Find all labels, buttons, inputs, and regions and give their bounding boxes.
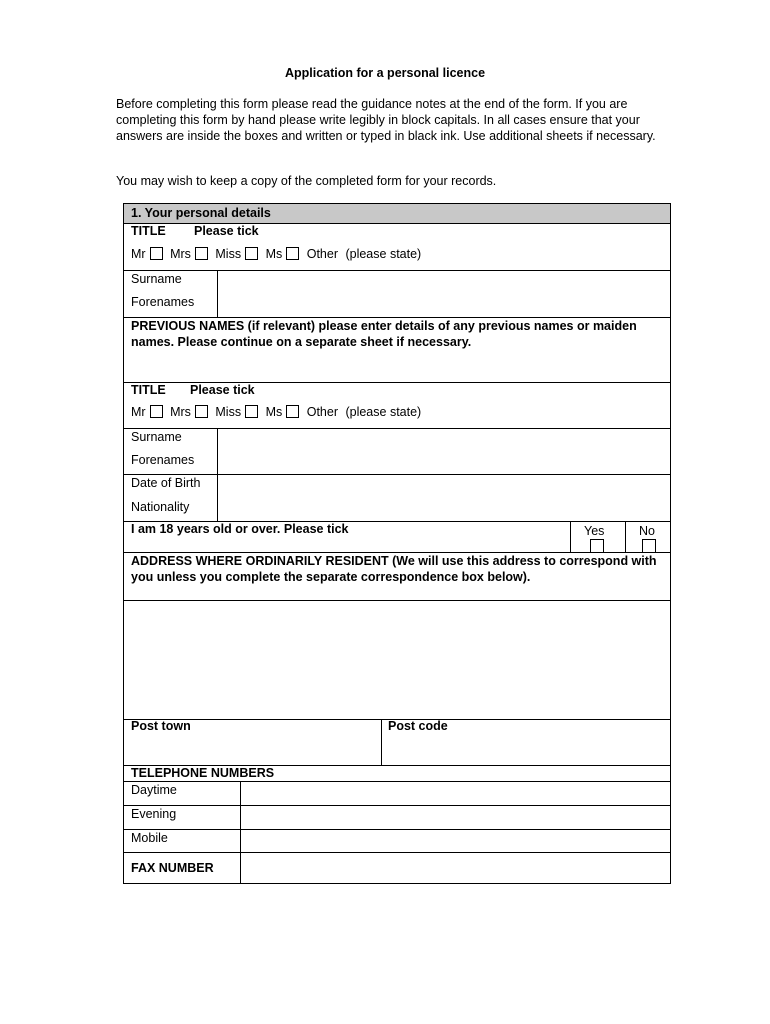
surname-label: Surname [131, 272, 182, 286]
title-option-mr: Mr [131, 405, 146, 419]
previous-title-options-row [131, 405, 421, 419]
address-heading: ADDRESS WHERE ORDINARILY RESIDENT (We will use this address to correspond with you unless you complete the separate correspondence box below). [131, 554, 657, 584]
please-tick-label: Please tick [194, 224, 259, 238]
title-option-mrs: Mrs [170, 247, 191, 261]
evening-label: Evening [131, 807, 177, 821]
yes-checkbox[interactable] [590, 539, 604, 553]
mrs-checkbox[interactable] [195, 247, 208, 260]
form-title: Application for a personal licence [284, 66, 486, 80]
please-state-label: (please state) [345, 247, 422, 261]
mr-checkbox[interactable] [150, 247, 163, 260]
address-input-area[interactable] [126, 601, 668, 718]
forenames-label: Forenames [131, 295, 195, 309]
previous-mrs-checkbox[interactable] [195, 405, 208, 418]
previous-forenames-label: Forenames [131, 453, 195, 467]
dob-nationality-input-area[interactable] [219, 475, 669, 520]
title-option-other: Other [306, 405, 338, 419]
previous-mr-checkbox[interactable] [150, 405, 163, 418]
post-code-label: Post code [388, 719, 448, 733]
title-option-ms: Ms [265, 405, 283, 419]
date-of-birth-label: Date of Birth [131, 476, 201, 490]
personal-details-form [123, 203, 671, 884]
mobile-phone-field[interactable] [242, 830, 670, 852]
title-option-other: Other [306, 247, 338, 261]
nationality-label: Nationality [131, 500, 190, 514]
previous-surname-label: Surname [131, 430, 182, 444]
title-option-ms: Ms [265, 247, 283, 261]
telephone-heading: TELEPHONE NUMBERS [131, 766, 275, 780]
age-question: I am 18 years old or over. Please tick [131, 522, 349, 536]
previous-names-instructions: PREVIOUS NAMES (if relevant) please enter details of any previous names or maiden names. Please continue on a separate sheet if necessary. [131, 319, 637, 349]
title-option-mr: Mr [131, 247, 146, 261]
title-option-miss: Miss [215, 405, 242, 419]
daytime-label: Daytime [131, 783, 177, 797]
fax-label: FAX NUMBER [131, 861, 214, 875]
miss-checkbox[interactable] [245, 247, 258, 260]
keep-copy-note: You may wish to keep a copy of the completed form for your records. [116, 174, 497, 188]
title-option-mrs: Mrs [170, 405, 191, 419]
previous-please-tick-label: Please tick [190, 383, 255, 397]
previous-title-label: TITLE [131, 383, 166, 397]
title-options-row [131, 247, 421, 261]
daytime-phone-field[interactable] [242, 782, 670, 804]
fax-number-field[interactable] [242, 853, 670, 883]
section-heading: 1. Your personal details [131, 206, 271, 220]
title-option-miss: Miss [215, 247, 242, 261]
previous-miss-checkbox[interactable] [245, 405, 258, 418]
no-checkbox[interactable] [642, 539, 656, 553]
previous-please-state-label: (please state) [345, 405, 422, 419]
title-label: TITLE [131, 224, 166, 238]
name-input-area[interactable] [219, 271, 669, 316]
no-label: No [639, 524, 655, 538]
previous-ms-checkbox[interactable] [286, 405, 299, 418]
ms-checkbox[interactable] [286, 247, 299, 260]
previous-name-input-area[interactable] [219, 429, 669, 473]
intro-text: Before completing this form please read the guidance notes at the end of the form. If you are completing this form by hand please write legibly in block capitals. In all cases ensure that your answers are inside the boxes and written or typed in black ink. Use additional sheets if necessary. [116, 97, 656, 143]
yes-label: Yes [584, 524, 605, 538]
post-town-label: Post town [131, 719, 191, 733]
mobile-label: Mobile [131, 831, 168, 845]
evening-phone-field[interactable] [242, 806, 670, 828]
